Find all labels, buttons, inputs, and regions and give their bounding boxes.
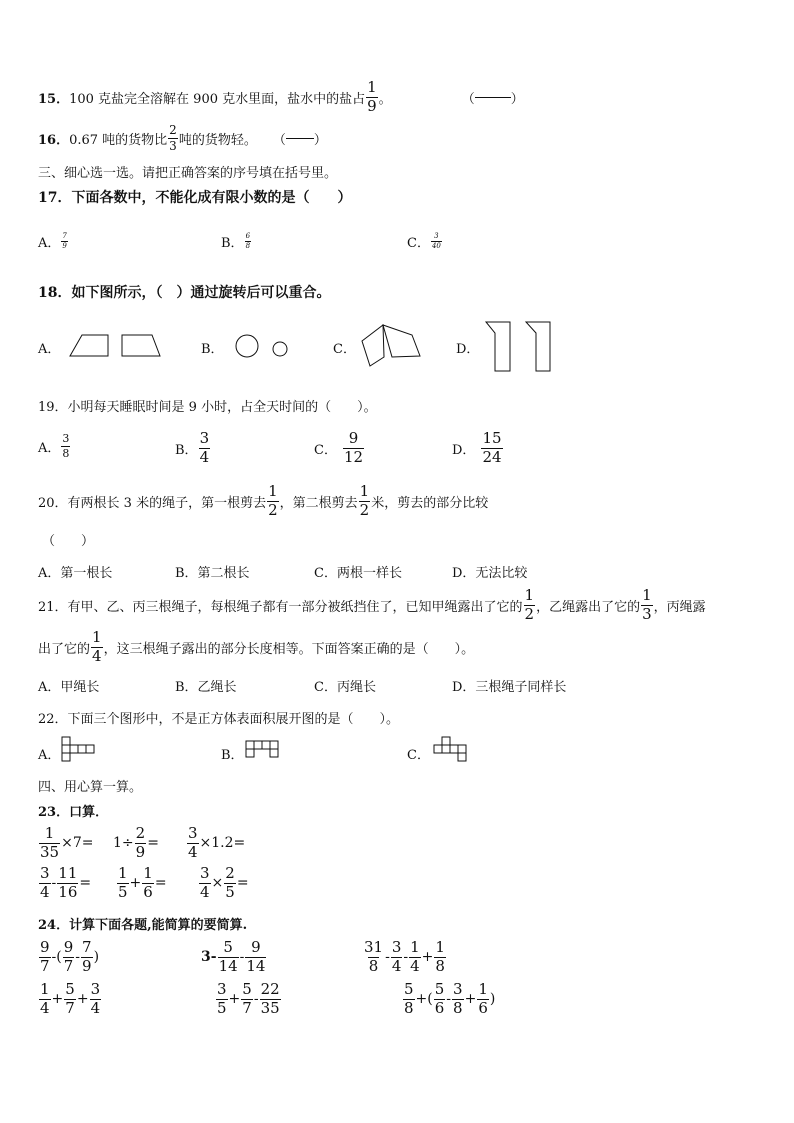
q20-option-d[interactable]: D．无法比较 (452, 566, 528, 581)
question-21-line2: 出了它的 1 4 ，这三根绳子露出的部分长度相等。下面答案正确的是（ ）。 (38, 628, 475, 665)
q17-option-b[interactable]: B． 6 8 (221, 231, 251, 251)
q21-option-c[interactable]: C．丙绳长 (314, 680, 376, 695)
question-22-stem: 22．下面三个图形中，不是正方体表面积展开图的是（ ）。 (38, 712, 400, 727)
q23-expr-4: 3 4 - $\frac{11}{16}$ = (40, 864, 92, 901)
q23-expr-1: $\frac{1}{35}$ ×7= (40, 824, 94, 861)
question-21-line1: 21．有甲、乙、丙三根绳子，每根绳子都有一部分被纸挡住了，已知甲绳露出了它的 1 2 ，乙绳露出了它的 1 3 ，丙绳露 (38, 586, 706, 623)
question-23-title: 23．口算． (38, 805, 109, 820)
q21-option-d[interactable]: D．三根绳子同样长 (452, 680, 567, 695)
q22-option-c[interactable]: C． (407, 748, 430, 763)
question-16: 16． 0.67 吨的货物比 2 3 吨的货物轻。 （ ） (38, 123, 327, 153)
q23-expr-3: $\frac{3}{4}$ ×1.2= (188, 824, 246, 861)
kite-shape (362, 325, 384, 366)
q19-option-a[interactable]: A． 3 8 (38, 432, 70, 460)
q20-option-b[interactable]: B．第二根长 (175, 566, 250, 581)
q24-expr-3: 31 8 - 3 4 - 1 4 + $\frac{1}{8}$ (364, 938, 445, 975)
question-19-stem: 19．小明每天睡眠时间是 9 小时，占全天时间的（ ）。 (38, 400, 377, 415)
q20-paren: （ ） (42, 534, 95, 549)
q21-option-b[interactable]: B．乙绳长 (175, 680, 237, 695)
trapezoid-shape (70, 335, 108, 356)
q24-expr-4: 1 4 + $\frac{5}{7}$ + $\frac{3}{4}$ (40, 980, 101, 1017)
q23-expr-6: $\frac{3}{4}$ × $\frac{2}{5}$ = (200, 864, 249, 901)
question-20-stem: 20．有两根长 3 米的绳子，第一根剪去 1 2 ，第二根剪去 1 2 米，剪去的部分比较 (38, 482, 489, 519)
q18-option-b[interactable]: B． (201, 342, 224, 357)
question-18-stem: 18．如下图所示，（ ）通过旋转后可以重合。 (38, 285, 331, 301)
cube-net-a (62, 737, 94, 761)
q22-option-b[interactable]: B． (221, 748, 244, 763)
cube-net-b (246, 741, 278, 757)
q23-expr-2: 1÷ $\frac{2}{9}$ = (113, 824, 159, 861)
q24-expr-1: 9 7 -( 9 7 - 7 9 ) (40, 938, 100, 975)
section-3-heading: 三、细心选一选。请把正确答案的序号填在括号里。 (38, 166, 338, 181)
fraction: 2 3 (169, 123, 177, 153)
q24-expr-2: 3- 5 14 - 9 14 (201, 938, 266, 975)
q20-option-c[interactable]: C．两根一样长 (314, 566, 402, 581)
q17-option-c[interactable]: C． 3 40 (407, 231, 441, 251)
q20-option-a[interactable]: A．第一根长 (38, 566, 113, 581)
q21-option-a[interactable]: A．甲绳长 (38, 680, 100, 695)
q19-option-d[interactable]: D． 15 24 (452, 429, 502, 466)
circle-shape (273, 342, 287, 356)
kite-shape (383, 325, 420, 357)
fraction: 1 9 (367, 78, 377, 115)
q24-expr-6: 5 8 +( 5 6 - 3 8 + $\frac{1}{6}$ ) (404, 980, 496, 1017)
q22-option-a[interactable]: A． (38, 748, 61, 763)
trapezoid-shape (122, 335, 160, 356)
q18-option-d[interactable]: D． (456, 342, 480, 357)
circle-shape (236, 335, 258, 357)
q18-option-c[interactable]: C． (333, 342, 356, 357)
section-4-heading: 四、用心算一算。 (38, 780, 143, 795)
bracket-shape (486, 322, 510, 371)
q17-option-a[interactable]: A． 7 9 (38, 231, 67, 251)
q19-option-b[interactable]: B． 3 4 (175, 429, 210, 466)
q19-option-c[interactable]: C． 9 12 (314, 429, 364, 466)
cube-net-c (434, 737, 466, 761)
bracket-shape (526, 322, 550, 371)
question-17-stem: 17．下面各数中，不能化成有限小数的是（ ） (38, 190, 352, 206)
question-15: 15． 100 克盐完全溶解在 900 克水里面，盐水中的盐占 1 9 。 （ ） (38, 78, 524, 115)
q18-option-a[interactable]: A． (38, 342, 61, 357)
q24-expr-5: 3 5 + $\frac{5}{7}$ - 22 35 (217, 980, 280, 1017)
question-24-title: 24．计算下面各题,能简算的要简算. (38, 918, 248, 933)
q23-expr-5: 1 5 + $\frac{1}{6}$ = (118, 864, 167, 901)
